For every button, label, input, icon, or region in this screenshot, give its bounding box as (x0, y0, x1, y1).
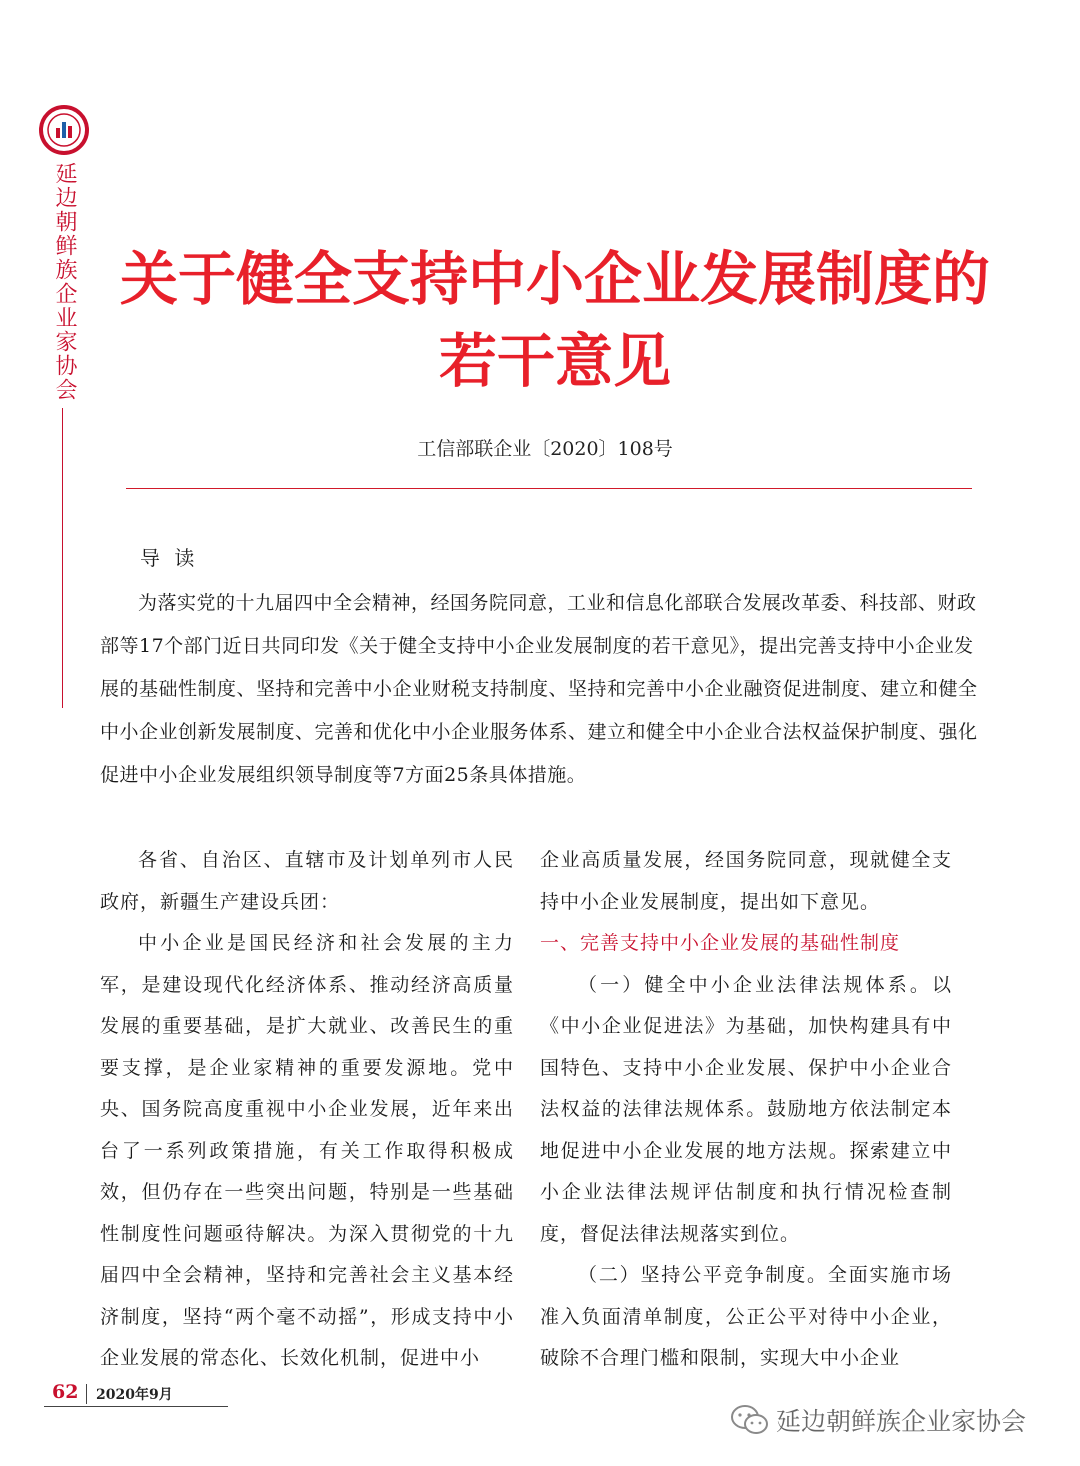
addressee: 各省、自治区、直辖市及计划单列市人民政府，新疆生产建设兵团： (100, 849, 514, 913)
guide-heading: 导 读 (140, 546, 199, 570)
page-number: 62 (52, 1381, 79, 1403)
document-title (100, 238, 1010, 402)
item-1-paragraph: （一）健全中小企业法律法规体系。以《中小企业促进法》为基础，加快构建具有中国特色、支持中小企业发展、保护中小企业合法权益的法律法规体系。鼓励地方依法制定本地促进中小企业发展的地方法规。探索建立中小企业法律法规评估制度和执行情况检查制度，督促法律法规落实到位。 (540, 973, 952, 1245)
watermark-text: 延边朝鲜族企业家协会 (776, 1407, 1027, 1436)
document-number: 工信部联企业〔2020〕108号 (417, 438, 673, 460)
wechat-icon (730, 1403, 770, 1437)
footer-rule (44, 1406, 228, 1407)
continuation-paragraph: 企业高质量发展，经国务院同意，现就健全支持中小企业发展制度，提出如下意见。 (540, 849, 952, 913)
sidebar-vertical-title: 延边朝鲜族企业家协会 (52, 162, 77, 402)
title-line-1: 关于健全支持中小企业发展制度的 (119, 245, 990, 313)
body-right-column (540, 840, 952, 1380)
intro-paragraph: 中小企业是国民经济和社会发展的主力军，是建设现代化经济体系、推动经济高质量发展的重要基础，是扩大就业、改善民生的重要支撑，是企业家精神的重要发源地。党中央、国务院高度重视中小企业发展，近年来出台了一系列政策措施，有关工作取得积极成效，但仍存在一些突出问题，特别是一些基础性制度性问题亟待解决。为深入贯彻党的十九届四中全会精神，坚持和完善社会主义基本经济制度，坚持“两个毫不动摇”，形成支持中小企业发展的常态化、长效化机制，促进中小 (100, 932, 514, 1369)
issue-date: 2020年9月 (96, 1387, 173, 1403)
body-left-column (100, 840, 514, 1380)
wechat-watermark (730, 1400, 1026, 1440)
item-2-paragraph: （二）坚持公平竞争制度。全面实施市场准入负面清单制度，公正公平对待中小企业，破除不合理门槛和限制，实现大中小企业 (540, 1264, 952, 1369)
guide-paragraph: 为落实党的十九届四中全会精神，经国务院同意，工业和信息化部联合发展改革委、科技部、财政部等17个部门近日共同印发《关于健全支持中小企业发展制度的若干意见》，提出完善支持中小企业发展的基础性制度、坚持和完善中小企业财税支持制度、坚持和完善中小企业融资促进制度、建立和健全中小企业创新发展制度、完善和优化中小企业服务体系、建立和健全中小企业合法权益保护制度、强化促进中小企业发展组织领导制度等7方面25条具体措施。 (100, 592, 978, 786)
section-heading: 一、完善支持中小企业发展的基础性制度 (540, 932, 901, 954)
title-line-2: 若干意见 (438, 327, 671, 395)
association-logo-icon (38, 104, 90, 156)
header-rule (126, 488, 972, 489)
footer-separator (86, 1384, 87, 1404)
sidebar-divider (62, 408, 63, 708)
